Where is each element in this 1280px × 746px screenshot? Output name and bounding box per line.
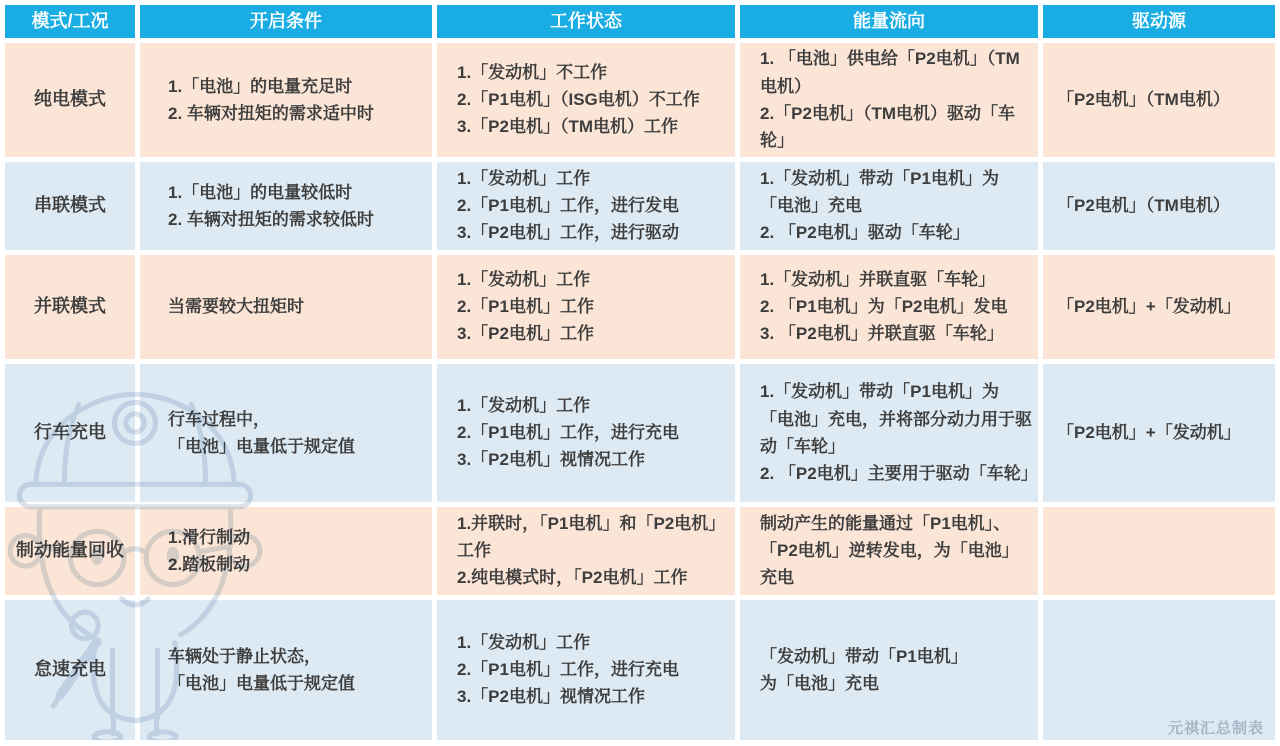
cell-line: 1.「发动机」工作 (457, 396, 591, 416)
cell-line: 「电池」电量低于规定值 (168, 436, 355, 456)
table-row (5, 600, 1275, 740)
cell-line: 车辆处于静止状态， (168, 646, 321, 666)
open-condition-cell (140, 600, 432, 740)
header-energy-flow: 能量流向 (740, 5, 1038, 38)
mode-name-cell: 行车充电 (5, 364, 135, 502)
cell-line: 2.「P1电机」工作，进行发电 (457, 196, 679, 216)
work-state-cell (437, 507, 735, 595)
cell-line: 2. 车辆对扭矩的需求较低时 (168, 209, 374, 229)
header-row (5, 5, 1275, 38)
table-row (5, 255, 1275, 359)
cell-line: 1.「发动机」带动「P1电机」为「电池」充电 (760, 169, 999, 216)
cell-line: 2.「P2电机」（TM电机）驱动「车轮」 (760, 103, 1016, 150)
cell-line: 「发动机」带动「P1电机」 (760, 646, 968, 666)
work-state-cell (437, 364, 735, 502)
open-condition-cell (140, 43, 432, 157)
cell-line: 1.「发动机」工作 (457, 633, 591, 653)
energy-flow-cell (740, 255, 1038, 359)
cell-line: 2.「P1电机」工作，进行充电 (457, 660, 679, 680)
drive-source-cell (1043, 255, 1275, 359)
cell-line: 1.「发动机」不工作 (457, 63, 608, 83)
table-row (5, 507, 1275, 595)
mode-name-cell: 怠速充电 (5, 600, 135, 740)
cell-line: 1.「发动机」并联直驱「车轮」 (760, 270, 996, 290)
header-drive-source: 驱动源 (1043, 5, 1275, 38)
open-condition-cell (140, 162, 432, 250)
cell-line: 2.踏板制动 (168, 554, 251, 574)
energy-flow-cell (740, 43, 1038, 157)
energy-flow-cell (740, 600, 1038, 740)
cell-line: 「P2电机」（TM电机） (1057, 196, 1230, 216)
cell-line: 3.「P2电机」视情况工作 (457, 450, 645, 470)
open-condition-cell (140, 364, 432, 502)
energy-flow-cell (740, 364, 1038, 502)
cell-line: 「P2电机」（TM电机） (1057, 90, 1230, 110)
cell-line: 3.「P2电机」工作 (457, 324, 594, 344)
work-state-cell (437, 600, 735, 740)
header-work-state: 工作状态 (437, 5, 735, 38)
cell-line: 1.「发动机」带动「P1电机」为「电池」充电，并将部分动力用于驱动「车轮」 (760, 382, 1032, 456)
drive-source-cell (1043, 364, 1275, 502)
cell-line: 2.「P1电机」工作，进行充电 (457, 423, 679, 443)
energy-flow-cell (740, 507, 1038, 595)
cell-line: 2.「P1电机」（ISG电机）不工作 (457, 90, 700, 110)
cell-line: 1.「电池」的电量较低时 (168, 182, 353, 202)
mode-name-cell: 纯电模式 (5, 43, 135, 157)
header-open-condition: 开启条件 (140, 5, 432, 38)
mode-name-cell: 制动能量回收 (5, 507, 135, 595)
cell-line: 2. 「P2电机」主要用于驱动「车轮」 (760, 463, 1038, 483)
table-row (5, 162, 1275, 250)
cell-line: 3.「P2电机」（TM电机）工作 (457, 117, 679, 137)
work-state-cell (437, 43, 735, 157)
cell-line: 1. 「电池」供电给「P2电机」（TM电机） (760, 49, 1020, 96)
cell-line: 1.滑行制动 (168, 527, 251, 547)
open-condition-cell (140, 507, 432, 595)
cell-line: 1.「发动机」工作 (457, 169, 591, 189)
cell-line: 1.并联时，「P1电机」和「P2电机」工作 (457, 514, 726, 561)
open-condition-cell (140, 255, 432, 359)
drive-source-cell (1043, 162, 1275, 250)
cell-line: 2.纯电模式时，「P2电机」工作 (457, 568, 688, 588)
cell-line: 2.「P1电机」工作 (457, 297, 594, 317)
cell-line: 制动产生的能量通过「P1电机」、「P2电机」逆转发电，为「电池」充电 (760, 514, 1019, 588)
cell-line: 3.「P2电机」视情况工作 (457, 687, 645, 707)
cell-line: 3.「P2电机」工作，进行驱动 (457, 223, 679, 243)
credit-watermark: 元祺汇总制表 (1167, 720, 1264, 737)
drive-source-cell (1043, 507, 1275, 595)
cell-line: 「P2电机」+「发动机」 (1057, 297, 1241, 317)
cell-line: 2. 车辆对扭矩的需求适中时 (168, 103, 374, 123)
mode-name-cell: 并联模式 (5, 255, 135, 359)
cell-line: 3. 「P2电机」并联直驱「车轮」 (760, 324, 1004, 344)
cell-line: 1.「发动机」工作 (457, 270, 591, 290)
drive-source-cell (1043, 43, 1275, 157)
header-mode: 模式/工况 (5, 5, 135, 38)
work-state-cell (437, 255, 735, 359)
cell-line: 行车过程中， (168, 409, 270, 429)
cell-line: 2. 「P2电机」驱动「车轮」 (760, 223, 970, 243)
energy-flow-cell (740, 162, 1038, 250)
mode-name-cell: 串联模式 (5, 162, 135, 250)
cell-line: 「电池」电量低于规定值 (168, 673, 355, 693)
table-row (5, 43, 1275, 157)
cell-line: 当需要较大扭矩时 (168, 297, 304, 317)
work-state-cell (437, 162, 735, 250)
cell-line: 2. 「P1电机」为「P2电机」发电 (760, 297, 1008, 317)
cell-line: 1.「电池」的电量充足时 (168, 76, 353, 96)
cell-line: 「P2电机」+「发动机」 (1057, 423, 1241, 443)
table-row (5, 364, 1275, 502)
cell-line: 为「电池」充电 (760, 673, 879, 693)
